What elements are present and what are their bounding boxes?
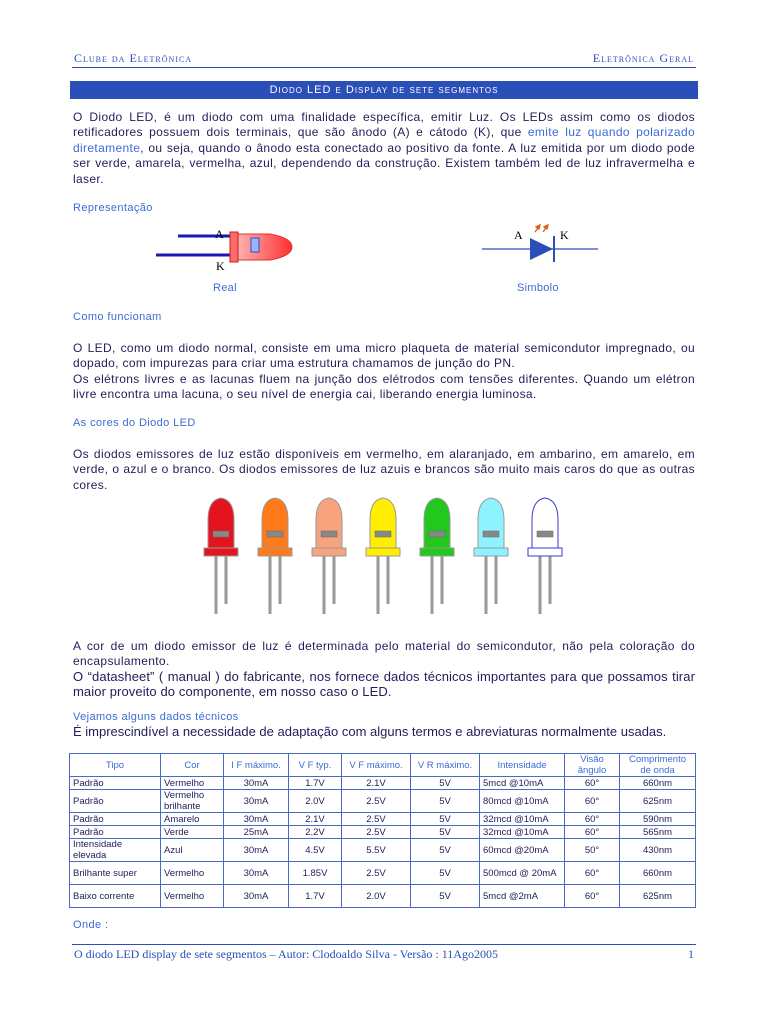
table-cell: Vermelho brilhante — [161, 790, 224, 813]
table-cell: 60° — [565, 862, 620, 885]
table-row — [70, 885, 696, 908]
th-visao: Visão ângulo — [565, 754, 620, 777]
table-cell: 2.5V — [342, 862, 411, 885]
table-cell: 565nm — [620, 826, 696, 839]
table-cell: 2.1V — [289, 813, 342, 826]
page-number: 1 — [688, 947, 694, 961]
light-arrows-icon — [535, 225, 548, 232]
cores-paragraph-3: O “datasheet” ( manual ) do fabricante, nos fornece dados técnicos importantes para que possamos tirar maior proveito do componente, em nosso caso o LED. — [73, 669, 695, 700]
table-cell: 660nm — [620, 862, 696, 885]
footer-left: O diodo LED display de sete segmentos – Autor: Clodoaldo Silva - Versão : 11Ago2005 — [74, 947, 498, 961]
led-symbol — [478, 220, 608, 270]
diode-triangle — [530, 238, 553, 260]
table-cell: 2.5V — [342, 826, 411, 839]
led-icon — [204, 498, 238, 614]
symbol-anode-letter: A — [514, 228, 523, 242]
table-row — [70, 826, 696, 839]
real-caption: Real — [213, 282, 237, 294]
section-cores: As cores do Diodo LED — [73, 417, 196, 429]
table-cell: Padrão — [70, 777, 161, 790]
table-cell: 4.5V — [289, 839, 342, 862]
table-cell: 1.7V — [289, 777, 342, 790]
intro-paragraph: O Diodo LED, é um diodo com uma finalidade específica, emitir Luz. Os LEDs assim como os diodos retificadores possuem dois terminais, que são ânodo (A) e cátodo (K), que emite luz quando polarizado diretamente, ou seja, quando o ânodo esta conectado ao positivo da fonte. A luz emitida por um diodo pode ser verde, amarela, vermelha, azul, dependendo da construção. Existem também led de luz infravermelha e laser. — [73, 110, 695, 186]
table-row — [70, 839, 696, 862]
th-intensidade: Intensidade — [480, 754, 565, 777]
table-cell: 60° — [565, 826, 620, 839]
table-cell: 30mA — [224, 862, 289, 885]
table-row — [70, 862, 696, 885]
section-representacao: Representação — [73, 202, 153, 214]
simbolo-caption: Simbolo — [517, 282, 559, 294]
table-cell: 660nm — [620, 777, 696, 790]
table-cell: Padrão — [70, 790, 161, 813]
th-vr-max: V R máximo. — [411, 754, 480, 777]
table-cell: 5V — [411, 813, 480, 826]
table-cell: 30mA — [224, 839, 289, 862]
cores-paragraph-1: Os diodos emissores de luz estão disponíveis em vermelho, em alaranjado, em ambarino, em amarelo, em verde, o azul e o branco. Os diodos emissores de luz azuis e brancos são muito mais caros do que as outras cores. — [73, 447, 695, 492]
table-cell: 5V — [411, 790, 480, 813]
table-cell: Baixo corrente — [70, 885, 161, 908]
cores-paragraph-2: A cor de um diodo emissor de luz é determinada pelo material do semicondutor, não pela coloração do encapsulamento. — [73, 639, 695, 669]
table-cell: Azul — [161, 839, 224, 862]
table-cell: 50° — [565, 839, 620, 862]
table-cell: 60° — [565, 885, 620, 908]
table-cell: Vermelho — [161, 777, 224, 790]
table-cell: Brilhante super — [70, 862, 161, 885]
table-cell: 5.5V — [342, 839, 411, 862]
led-data-table — [69, 753, 696, 908]
table-cell: 60° — [565, 813, 620, 826]
th-vf-typ: V F typ. — [289, 754, 342, 777]
table-cell: 1.85V — [289, 862, 342, 885]
table-row — [70, 790, 696, 813]
header-left: Clube da Eletrônica — [74, 51, 193, 65]
led-icon — [366, 498, 400, 614]
como-paragraph-1: O LED, como um diodo normal, consiste em uma micro plaqueta de material semicondutor impregnado, ou dopado, com impurezas para criar uma estrutura chamamos de junção do PN. — [73, 341, 695, 371]
section-como-funcionam: Como funcionam — [73, 311, 162, 323]
table-cell: 2.5V — [342, 790, 411, 813]
table-cell: 625nm — [620, 790, 696, 813]
table-cell: Padrão — [70, 826, 161, 839]
led-flange — [230, 232, 238, 262]
table-cell: Vermelho — [161, 885, 224, 908]
table-cell: 5mcd @10mA — [480, 777, 565, 790]
table-cell: 60mcd @20mA — [480, 839, 565, 862]
table-cell: 25mA — [224, 826, 289, 839]
table-cell: 5V — [411, 862, 480, 885]
table-row — [70, 777, 696, 790]
page-header — [72, 50, 696, 68]
table-cell: 5V — [411, 885, 480, 908]
real-anode-letter: A — [215, 227, 224, 241]
table-row — [70, 813, 696, 826]
table-cell: Verde — [161, 826, 224, 839]
led-die — [251, 238, 259, 252]
header-right: Eletrônica Geral — [592, 51, 694, 65]
section-dados: Vejamos alguns dados técnicos — [73, 711, 239, 723]
onde-label: Onde : — [73, 919, 109, 931]
intro-highlight: emite luz quando polarizado diretamente — [73, 125, 695, 155]
table-cell: Vermelho — [161, 862, 224, 885]
table-cell: 430nm — [620, 839, 696, 862]
led-real-illustration — [150, 224, 300, 274]
led-icon — [474, 498, 508, 614]
table-cell: Padrão — [70, 813, 161, 826]
table-cell: 60° — [565, 777, 620, 790]
table-cell: 5V — [411, 826, 480, 839]
dados-paragraph: É imprescindível a necessidade de adaptação com alguns termos e abreviaturas normalmente usadas. — [73, 724, 667, 739]
led-icon — [420, 498, 454, 614]
real-cathode-letter: K — [216, 259, 225, 273]
table-cell: 5mcd @2mA — [480, 885, 565, 908]
table-cell: 2.5V — [342, 813, 411, 826]
th-comprimento: Comprimento de onda — [620, 754, 696, 777]
table-cell: 2.0V — [342, 885, 411, 908]
table-cell: 590nm — [620, 813, 696, 826]
led-icon — [528, 498, 562, 614]
table-header-row — [70, 754, 696, 777]
th-cor: Cor — [161, 754, 224, 777]
table-cell: Amarelo — [161, 813, 224, 826]
table-cell: Intensidade elevada — [70, 839, 161, 862]
led-icon — [312, 498, 346, 614]
symbol-cathode-letter: K — [560, 228, 569, 242]
table-cell: 30mA — [224, 813, 289, 826]
table-cell: 32mcd @10mA — [480, 826, 565, 839]
table-cell: 80mcd @10mA — [480, 790, 565, 813]
th-vf-max: V F máximo. — [342, 754, 411, 777]
table-cell: 32mcd @10mA — [480, 813, 565, 826]
table-cell: 60° — [565, 790, 620, 813]
como-paragraph-2: Os elétrons livres e as lacunas fluem na junção dos elétrodos com tensões diferentes. Quando um elétron livre encontra uma lacuna, o seu nível de energia cai, liberando energia luminosa. — [73, 372, 695, 402]
table-cell: 30mA — [224, 790, 289, 813]
table-cell: 5V — [411, 839, 480, 862]
led-body — [238, 234, 292, 260]
table-cell: 2.0V — [289, 790, 342, 813]
page-footer — [72, 944, 696, 961]
document-title: Diodo LED e Display de sete segmentos — [70, 81, 698, 99]
table-cell: 2.2V — [289, 826, 342, 839]
table-cell: 5V — [411, 777, 480, 790]
table-cell: 1.7V — [289, 885, 342, 908]
led-colors-illustration — [195, 494, 575, 616]
th-tipo: Tipo — [70, 754, 161, 777]
table-cell: 500mcd @ 20mA — [480, 862, 565, 885]
led-icon — [258, 498, 292, 614]
table-cell: 30mA — [224, 885, 289, 908]
table-cell: 2.1V — [342, 777, 411, 790]
table-cell: 30mA — [224, 777, 289, 790]
th-if: I F máximo. — [224, 754, 289, 777]
table-cell: 625nm — [620, 885, 696, 908]
